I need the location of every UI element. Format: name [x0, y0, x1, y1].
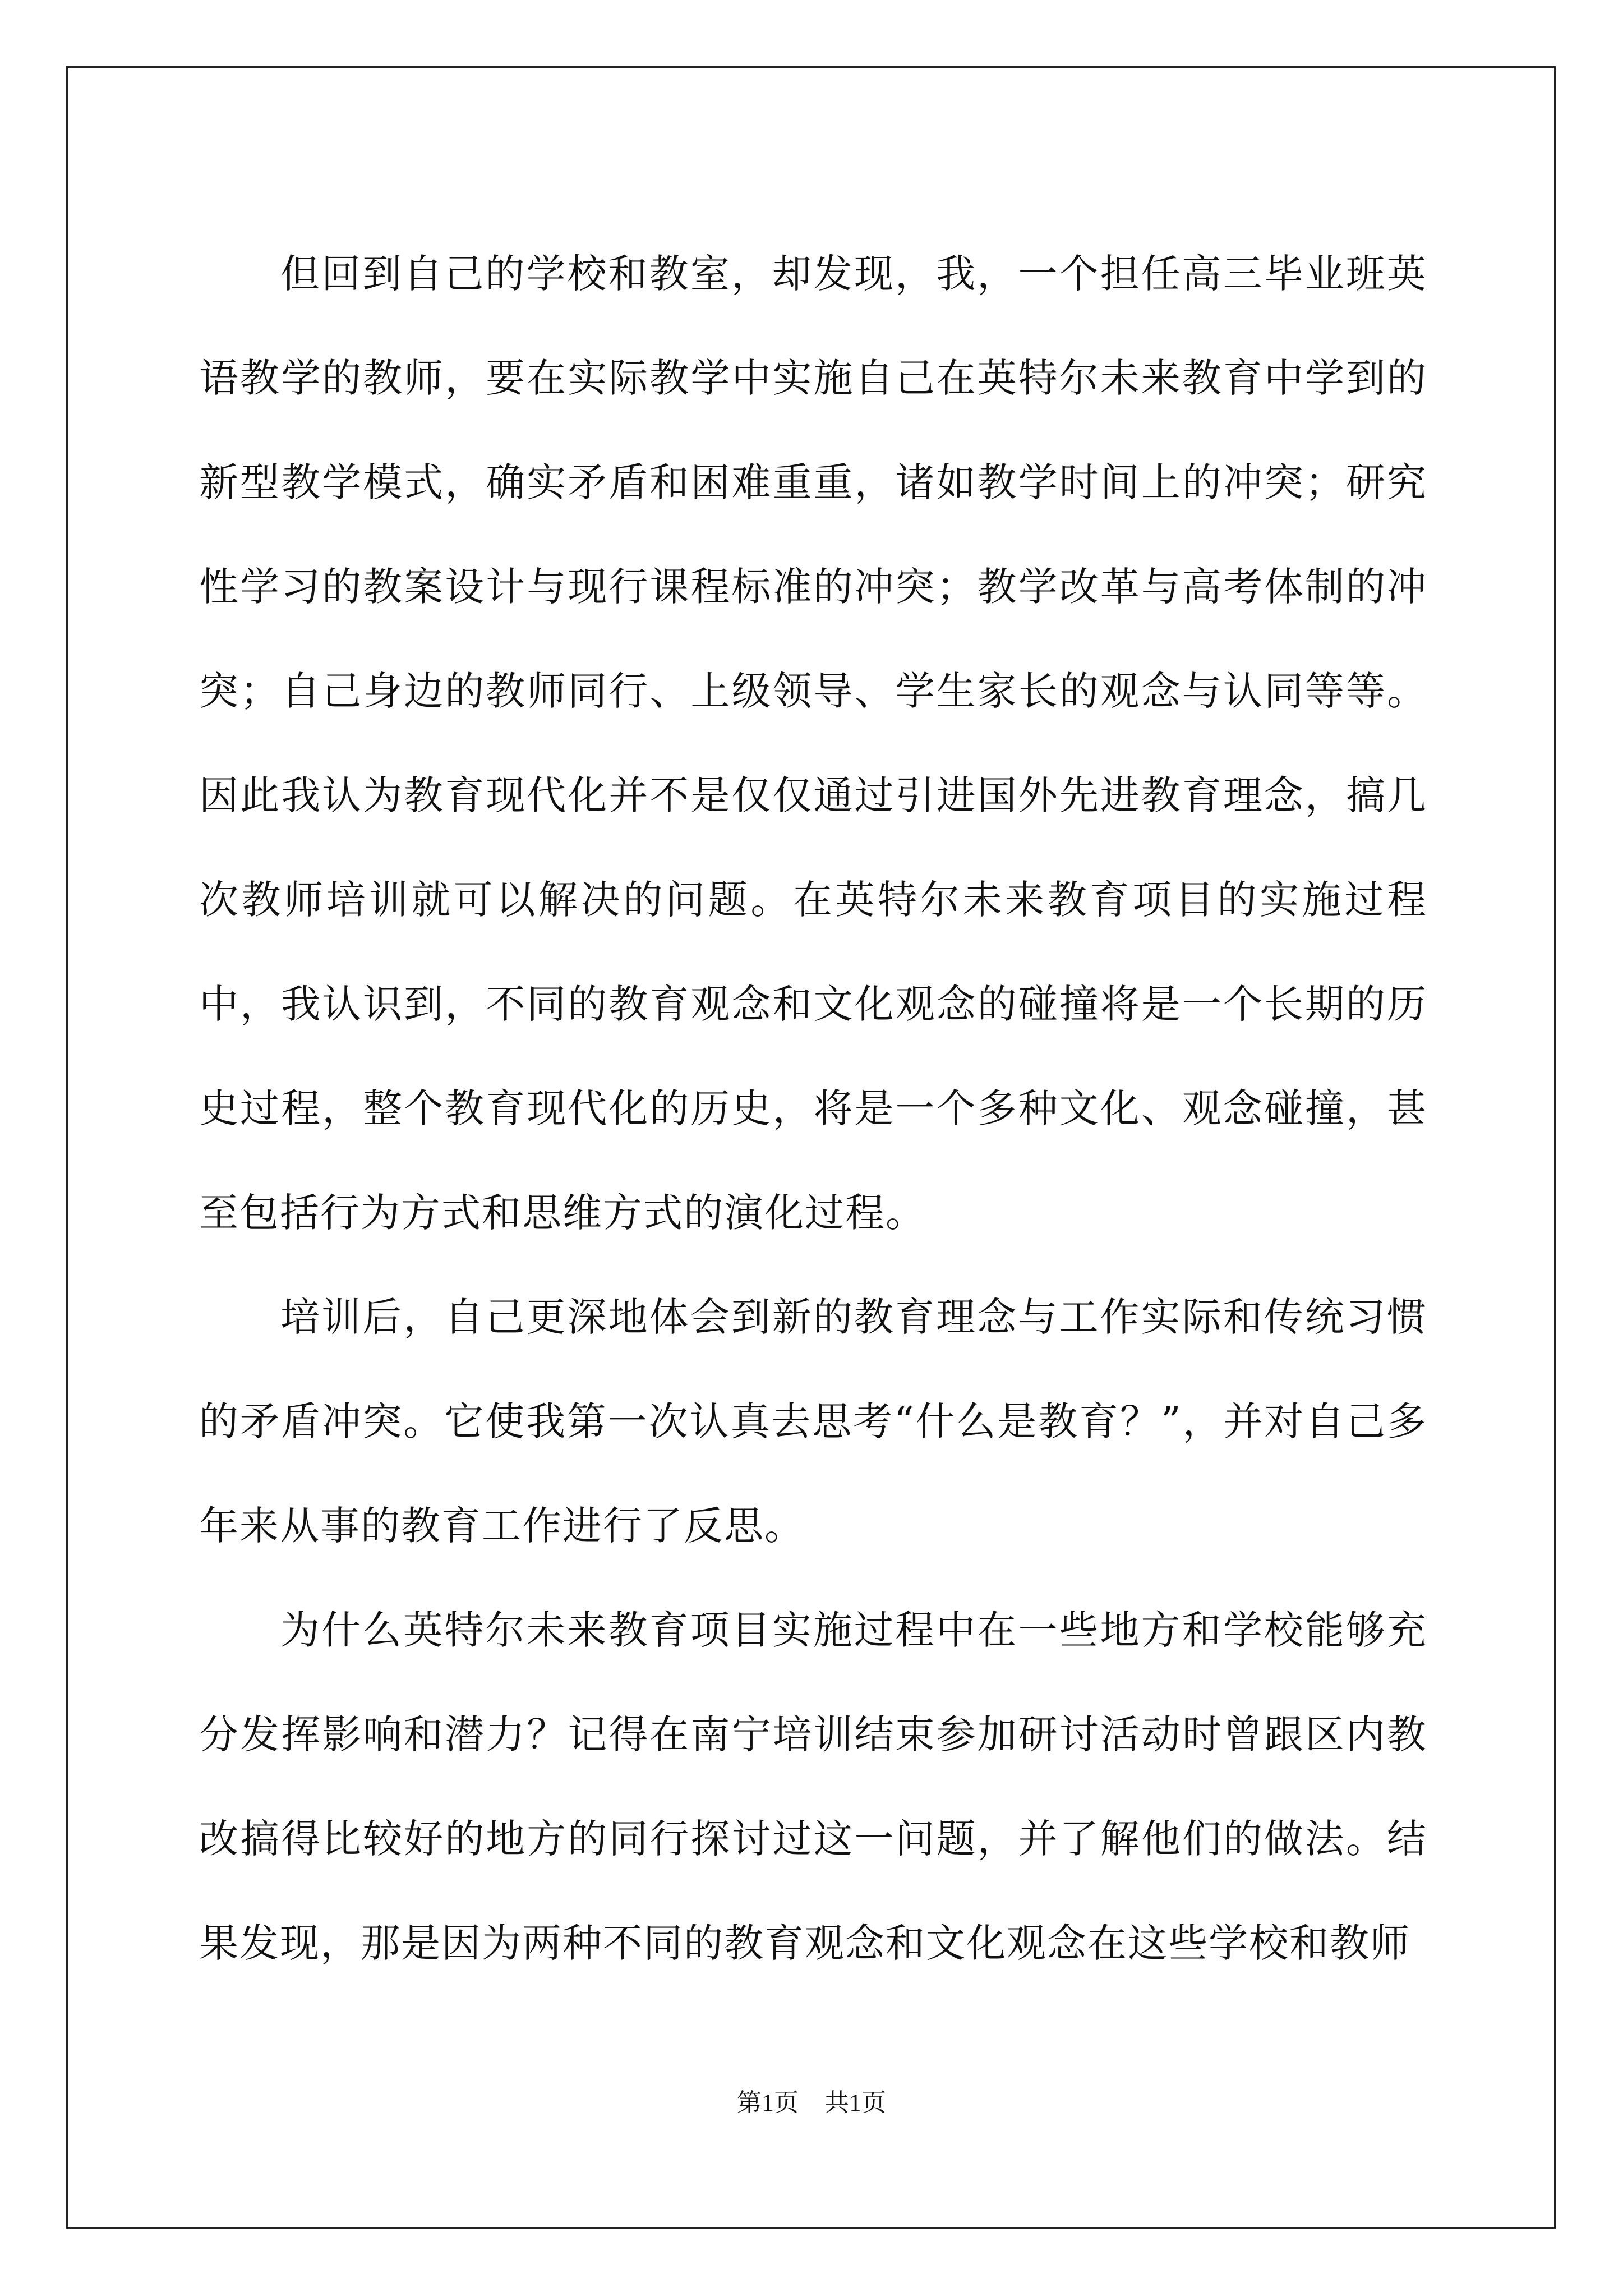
page-total: 共1页	[824, 2089, 886, 2116]
page-number: 第1页	[737, 2089, 799, 2116]
paragraph-1: 但回到自己的学校和教室，却发现，我，一个担任高三毕业班英语教学的教师，要在实际教学中实施自己在英特尔未来教育中学到的新型教学模式，确实矛盾和困难重重，诸如教学时间上的冲突；研究性学习的教案设计与现行课程标准的冲突；教学改革与高考体制的冲突；自己身边的教师同行、上级领导、学生家长的观念与认同等等。因此我认为教育现代化并不是仅仅通过引进国外先进教育理念，搞几次教师培训就可以解决的问题。在英特尔未来教育项目的实施过程中，我认识到，不同的教育观念和文化观念的碰撞将是一个长期的历史过程，整个教育现代化的历史，将是一个多种文化、观念碰撞，甚至包括行为方式和思维方式的演化过程。	[199, 251, 1427, 1236]
document-body	[199, 222, 1427, 1995]
paragraph-2: 培训后，自己更深地体会到新的教育理念与工作实际和传统习惯的矛盾冲突。它使我第一次认真去思考“什么是教育？”，并对自己多年来从事的教育工作进行了反思。	[199, 1294, 1427, 1549]
paragraph-3: 为什么英特尔未来教育项目实施过程中在一些地方和学校能够充分发挥影响和潜力？记得在南宁培训结束参加研讨活动时曾跟区内教改搞得比较好的地方的同行探讨过这一问题，并了解他们的做法。结果发现，那是因为两种不同的教育观念和文化观念在这些学校和教师	[199, 1607, 1427, 1966]
page-footer	[0, 2082, 1623, 2118]
